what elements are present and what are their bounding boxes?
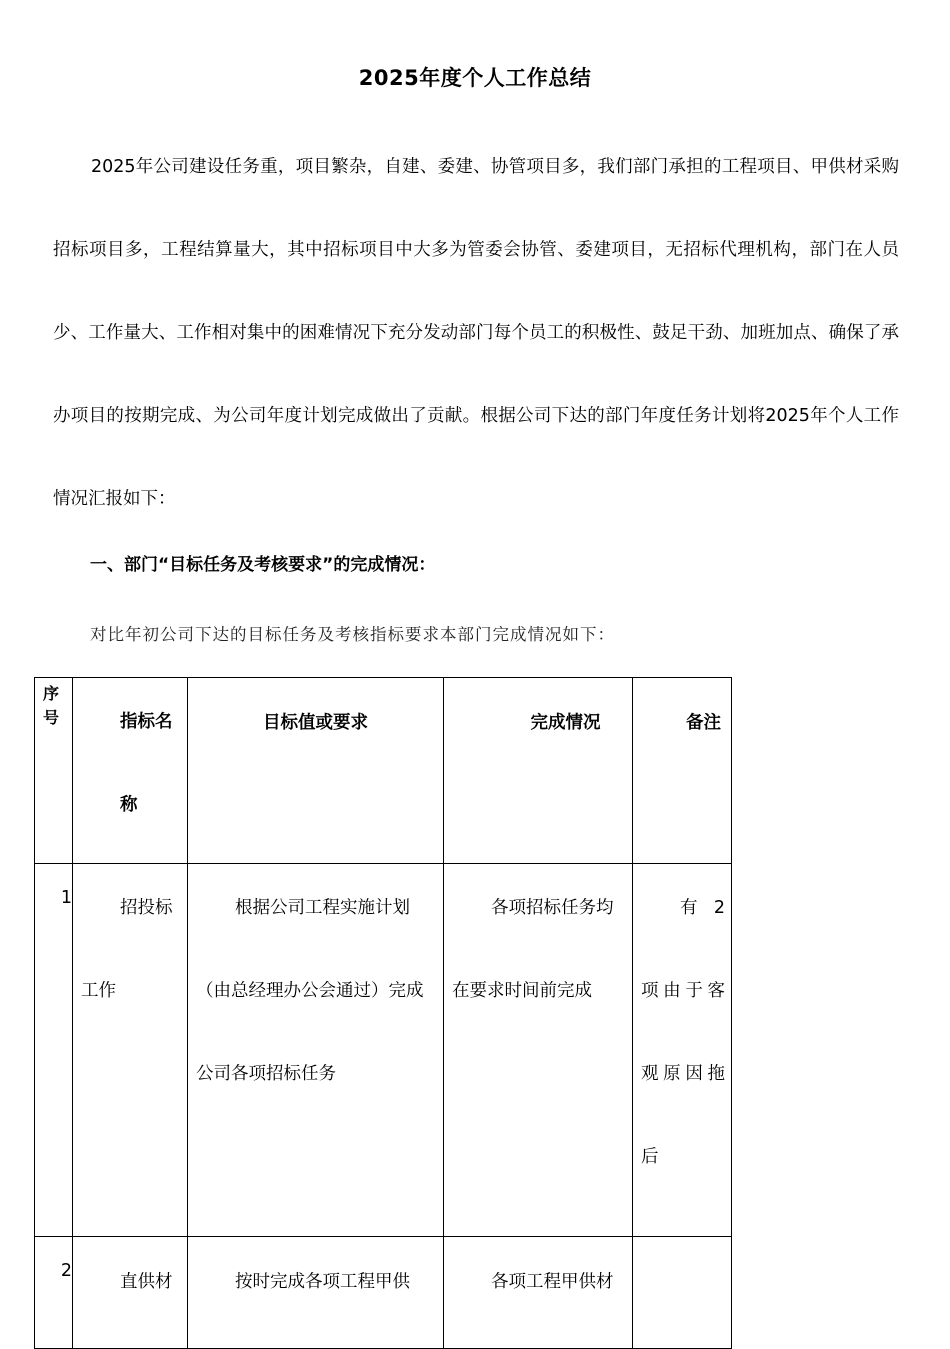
header-done: 完成情况: [444, 678, 633, 864]
table-row: [35, 864, 732, 1237]
row1-seq: 1: [35, 864, 73, 1237]
header-seq: 序号: [35, 678, 73, 864]
header-name: 指标名称: [73, 678, 188, 864]
section-heading: 一、部门“目标任务及考核要求”的完成情况：: [90, 555, 436, 575]
header-note: 备注: [633, 678, 732, 864]
row2-name: 直供材: [73, 1237, 188, 1349]
row2-seq: 2: [35, 1237, 73, 1349]
row2-note: [633, 1237, 732, 1349]
table-row: [35, 1237, 732, 1349]
table-intro: 对比年初公司下达的目标任务及考核指标要求本部门完成情况如下：: [90, 625, 615, 644]
target-task-table: [34, 677, 732, 1349]
header-target: 目标值或要求: [188, 678, 444, 864]
row2-target: 按时完成各项工程甲供: [188, 1237, 444, 1349]
row1-done: 各项招标任务均在要求时间前完成: [444, 864, 633, 1237]
row2-done: 各项工程甲供材: [444, 1237, 633, 1349]
row1-target: 根据公司工程实施计划（由总经理办公会通过）完成公司各项招标任务: [188, 864, 444, 1237]
table-header-row: [35, 678, 732, 864]
document-title: 2025年度个人工作总结: [358, 66, 592, 90]
body-paragraph: [53, 126, 899, 541]
row1-name: 招投标工作: [73, 864, 188, 1237]
row1-note: 有 2 项由于客观原因拖后: [633, 864, 732, 1237]
body-paragraph-text: 2025年公司建设任务重，项目繁杂，自建、委建、协管项目多，我们部门承担的工程项目、甲供材采购招标项目多，工程结算量大，其中招标项目中大多为管委会协管、委建项目，无招标代理机构，部门在人员少、工作量大、工作相对集中的困难情况下充分发动部门每个员工的积极性、鼓足干劲、加班加点、确保了承办项目的按期完成、为公司年度计划完成做出了贡献。根据公司下达的部门年度任务计划将2025年个人工作情况汇报如下：: [53, 157, 899, 509]
